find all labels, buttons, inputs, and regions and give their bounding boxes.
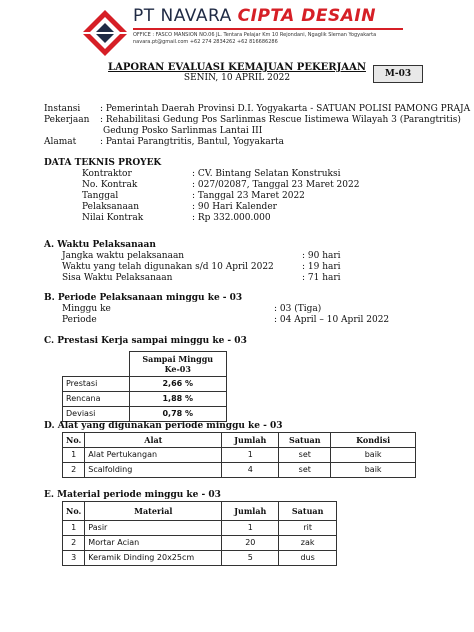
technical-value: : 90 Hari Kalender	[192, 202, 277, 212]
prestasi-label: Prestasi	[63, 377, 130, 392]
technical-label: Pelaksanaan	[82, 202, 139, 212]
section-b-label: Minggu ke	[62, 304, 111, 314]
tools-table	[62, 432, 416, 478]
technical-label: Kontraktor	[82, 169, 132, 179]
section-a-label: Waktu yang telah digunakan s/d 10 April 2022	[62, 262, 274, 272]
section-e-heading: E. Material periode minggu ke - 03	[44, 490, 221, 500]
table-cell: zak	[279, 536, 337, 551]
pekerjaan-value: : Rehabilitasi Gedung Pos Sarlinmas Rescue Iistimewa Wilayah 3 (Parangtritis)	[100, 115, 461, 125]
column-header: Jumlah	[222, 433, 279, 448]
section-b-value: : 03 (Tiga)	[274, 304, 322, 314]
table-cell: 1	[63, 448, 85, 463]
report-code-badge: M-03	[373, 65, 423, 83]
table-row	[63, 521, 337, 536]
material-table	[62, 501, 337, 566]
table-row	[63, 551, 337, 566]
prestasi-table	[62, 351, 227, 422]
table-cell: 1	[63, 521, 85, 536]
company-logo	[80, 8, 130, 58]
pekerjaan-value-cont: Gedung Posko Sarlinmas Lantai III	[103, 126, 263, 136]
report-title: LAPORAN EVALUASI KEMAJUAN PEKERJAAN	[108, 62, 366, 73]
section-a-value: : 71 hari	[302, 273, 341, 283]
section-a-value: : 90 hari	[302, 251, 341, 261]
prestasi-header: Sampai Minggu	[142, 354, 214, 364]
table-row	[63, 448, 416, 463]
table-cell: 2	[63, 463, 85, 478]
column-header: Material	[85, 502, 222, 521]
table-row	[63, 377, 227, 392]
column-header: Alat	[85, 433, 222, 448]
table-cell: baik	[331, 463, 416, 478]
prestasi-value: 0,78 %	[129, 407, 227, 422]
prestasi-label: Rencana	[63, 392, 130, 407]
prestasi-value: 2,66 %	[129, 377, 227, 392]
technical-value: : Rp 332.000.000	[192, 213, 271, 223]
technical-value: : Tanggal 23 Maret 2022	[192, 191, 305, 201]
section-b-label: Periode	[62, 315, 97, 325]
column-header: No.	[63, 502, 85, 521]
alamat-value: : Pantai Parangtritis, Bantul, Yogyakarta	[100, 137, 284, 147]
column-header: No.	[63, 433, 85, 448]
table-cell: 20	[222, 536, 279, 551]
table-row	[63, 407, 227, 422]
technical-value: : 027/02087, Tanggal 23 Maret 2022	[192, 180, 360, 190]
table-row	[63, 536, 337, 551]
company-name: PT NAVARA CIPTA DESAIN	[133, 6, 376, 26]
report-date: SENIN, 10 APRIL 2022	[183, 73, 291, 83]
table-cell: Alat Pertukangan	[85, 448, 222, 463]
instansi-value: : Pemerintah Daerah Provinsi D.I. Yogyakarta - SATUAN POLISI PAMONG PRAJA	[100, 104, 471, 114]
table-cell: 5	[222, 551, 279, 566]
section-a-label: Sisa Waktu Pelaksanaan	[62, 273, 173, 283]
technical-value: : CV. Bintang Selatan Konstruksi	[192, 169, 341, 179]
prestasi-header-week: Ke-03	[164, 364, 191, 374]
table-cell: Keramik Dinding 20x25cm	[85, 551, 222, 566]
section-a-heading: A. Waktu Pelaksanaan	[44, 240, 156, 250]
table-row	[63, 463, 416, 478]
instansi-label: Instansi	[44, 104, 81, 114]
technical-heading: DATA TEKNIS PROYEK	[44, 158, 162, 168]
pekerjaan-label: Pekerjaan	[44, 115, 90, 125]
company-contact: navara.pt@gmail.com +62 274 2834262 +62 816686286	[133, 39, 278, 45]
section-d-heading: D. Alat yang digunakan periode minggu ke - 03	[44, 421, 283, 431]
table-cell: 3	[63, 551, 85, 566]
prestasi-label: Deviasi	[63, 407, 130, 422]
header-divider	[133, 28, 403, 30]
table-cell: baik	[331, 448, 416, 463]
company-address: OFFICE : FASCO MANSION NO.06 JL. Tentara Pelajar Km 10 Rejondani, Ngaglik Sleman Yogyakarta	[133, 32, 377, 38]
table-cell: dus	[279, 551, 337, 566]
table-cell: 2	[63, 536, 85, 551]
table-cell: 1	[222, 448, 279, 463]
alamat-label: Alamat	[44, 137, 77, 147]
table-cell: set	[279, 448, 331, 463]
table-cell: Mortar Acian	[85, 536, 222, 551]
technical-label: No. Kontrak	[82, 180, 138, 190]
table-cell: 4	[222, 463, 279, 478]
table-cell: set	[279, 463, 331, 478]
column-header: Satuan	[279, 502, 337, 521]
section-b-heading: B. Periode Pelaksanaan minggu ke - 03	[44, 293, 243, 303]
table-cell: 1	[222, 521, 279, 536]
table-cell: Pasir	[85, 521, 222, 536]
section-a-label: Jangka waktu pelaksanaan	[62, 251, 185, 261]
table-cell: Scalfolding	[85, 463, 222, 478]
technical-label: Nilai Kontrak	[82, 213, 144, 223]
prestasi-value: 1,88 %	[129, 392, 227, 407]
column-header: Satuan	[279, 433, 331, 448]
table-cell: rit	[279, 521, 337, 536]
table-row	[63, 392, 227, 407]
section-c-heading: C. Prestasi Kerja sampai minggu ke - 03	[44, 336, 247, 346]
column-header: Jumlah	[222, 502, 279, 521]
section-a-value: : 19 hari	[302, 262, 341, 272]
section-b-value: : 04 April – 10 April 2022	[274, 315, 390, 325]
technical-label: Tanggal	[82, 191, 119, 201]
column-header: Kondisi	[331, 433, 416, 448]
